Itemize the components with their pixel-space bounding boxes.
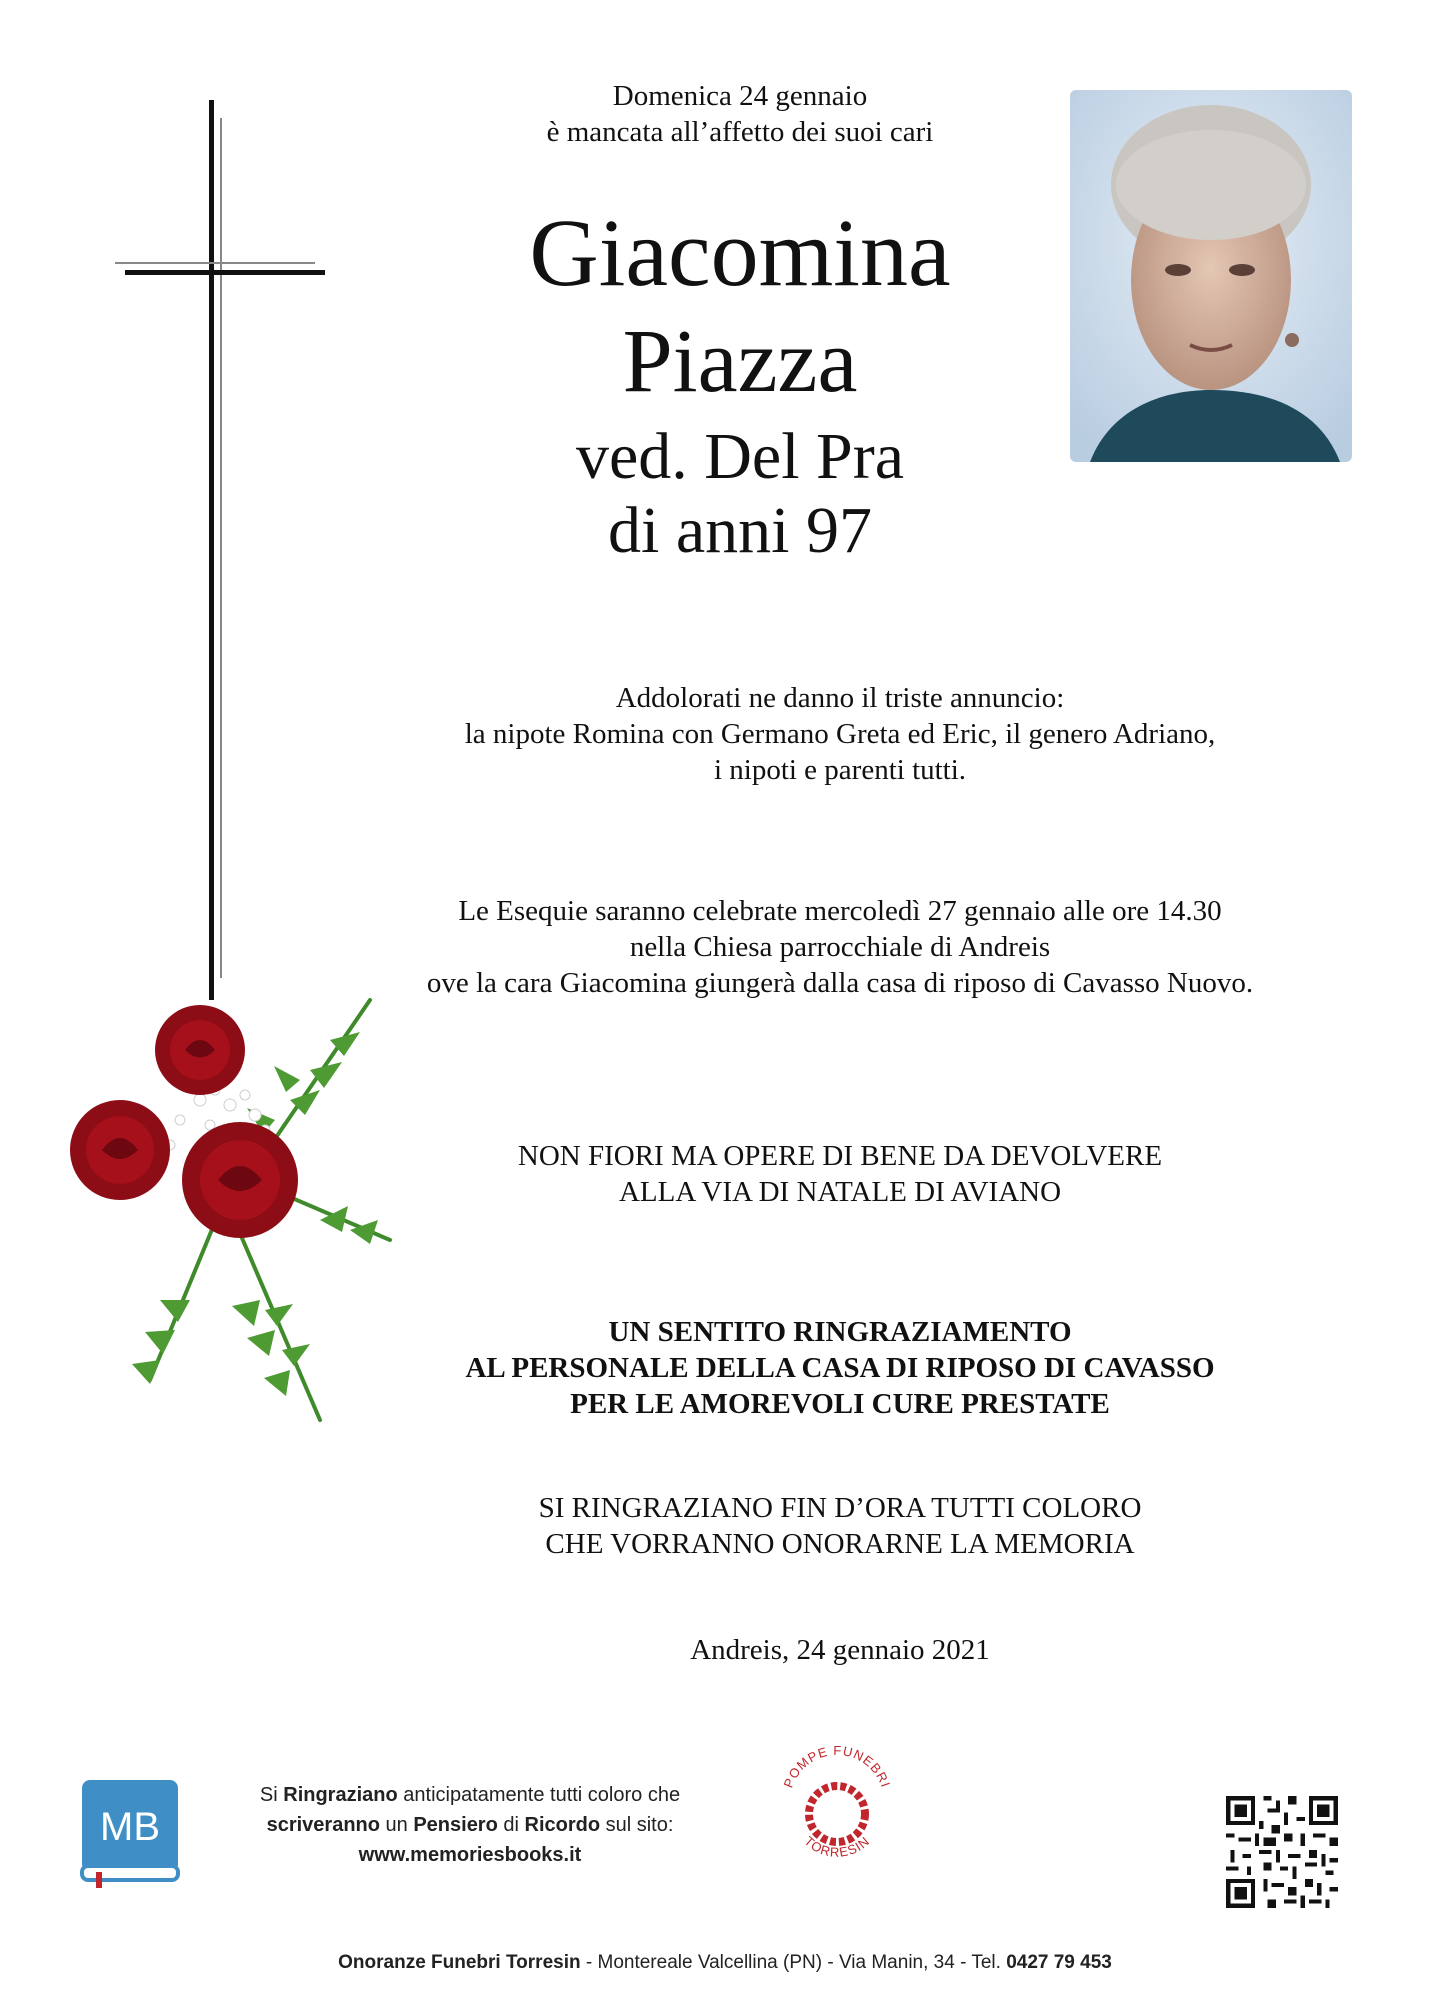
no-flowers-line-2: ALLA VIA DI NATALE DI AVIANO — [618, 1176, 1062, 1208]
thanks-staff-line-3: PER LE AMOREVOLI CURE PRESTATE — [570, 1388, 1110, 1420]
funeral-text — [340, 893, 1340, 1001]
memoriesbooks-logo[interactable] — [80, 1780, 180, 1890]
rose-3 — [182, 1122, 298, 1238]
rose-2 — [70, 1100, 170, 1200]
deceased-age: di anni 97 — [608, 494, 872, 567]
no-flowers-line-1: NON FIORI MA OPERE DI BENE DA DEVOLVERE — [517, 1140, 1163, 1172]
company-address: - Montereale Valcellina (PN) - Via Manin, 34 - Tel. — [580, 1952, 1007, 1973]
funeral-line-3: ove la cara Giacomina giungerà dalla casa di riposo di Cavasso Nuovo. — [426, 967, 1254, 999]
svg-text:POMPE FUNEBRI: POMPE FUNEBRI — [780, 1742, 894, 1790]
company-info-line — [200, 1950, 1250, 1976]
qr-code-icon[interactable] — [1222, 1792, 1342, 1912]
cross-icon — [110, 100, 330, 1000]
deceased-last-name: Piazza — [622, 312, 858, 411]
deceased-photo — [1070, 90, 1352, 462]
thanks-all-text — [400, 1490, 1280, 1562]
funeral-line-1: Le Esequie saranno celebrate mercoledì 27 gennaio alle ore 14.30 — [458, 895, 1222, 927]
company-phone[interactable]: 0427 79 453 — [1006, 1952, 1112, 1973]
deceased-first-name: Giacomina — [529, 199, 951, 306]
roses-bouquet-image — [60, 980, 410, 1430]
thanks-staff-line-2: AL PERSONALE DELLA CASA DI RIPOSO DI CAVASSO — [465, 1352, 1215, 1384]
torresin-logo — [772, 1742, 902, 1872]
footer-message: Si Ringraziano anticipatamente tutti coloro che scriveranno un Pensiero di Ricordo sul sito: www.memoriesbooks.it — [259, 1784, 681, 1866]
mb-logo-text: MB — [100, 1805, 160, 1849]
intro-text — [420, 78, 1060, 150]
website-link[interactable]: www.memoriesbooks.it — [358, 1844, 582, 1866]
svg-text:TORRESIN: TORRESIN — [801, 1833, 873, 1860]
announcement-text — [360, 680, 1320, 788]
thanks-all-line-2: CHE VORRANNO ONORARNE LA MEMORIA — [545, 1528, 1135, 1560]
no-flowers-text — [400, 1138, 1280, 1210]
intro-date: Domenica 24 gennaio — [612, 80, 868, 112]
rose-1 — [155, 1005, 245, 1095]
place-date: Andreis, 24 gennaio 2021 — [690, 1634, 990, 1666]
announcement-line-3: i nipoti e parenti tutti. — [713, 754, 967, 786]
announcement-line-2: la nipote Romina con Germano Greta ed Eric, il genero Adriano, — [464, 718, 1216, 750]
company-name: Onoranze Funebri Torresin — [338, 1952, 581, 1973]
funeral-line-2: nella Chiesa parrocchiale di Andreis — [629, 931, 1051, 963]
thanks-all-line-1: SI RINGRAZIANO FIN D’ORA TUTTI COLORO — [538, 1492, 1142, 1524]
intro-passing: è mancata all’affetto dei suoi cari — [546, 116, 934, 148]
announcement-line-1: Addolorati ne danno il triste annuncio: — [615, 682, 1065, 714]
portrait-image — [1070, 90, 1352, 462]
deceased-married-name: ved. Del Pra — [575, 420, 905, 493]
thanks-staff-text — [380, 1314, 1300, 1422]
thanks-staff-line-1: UN SENTITO RINGRAZIAMENTO — [608, 1316, 1072, 1348]
